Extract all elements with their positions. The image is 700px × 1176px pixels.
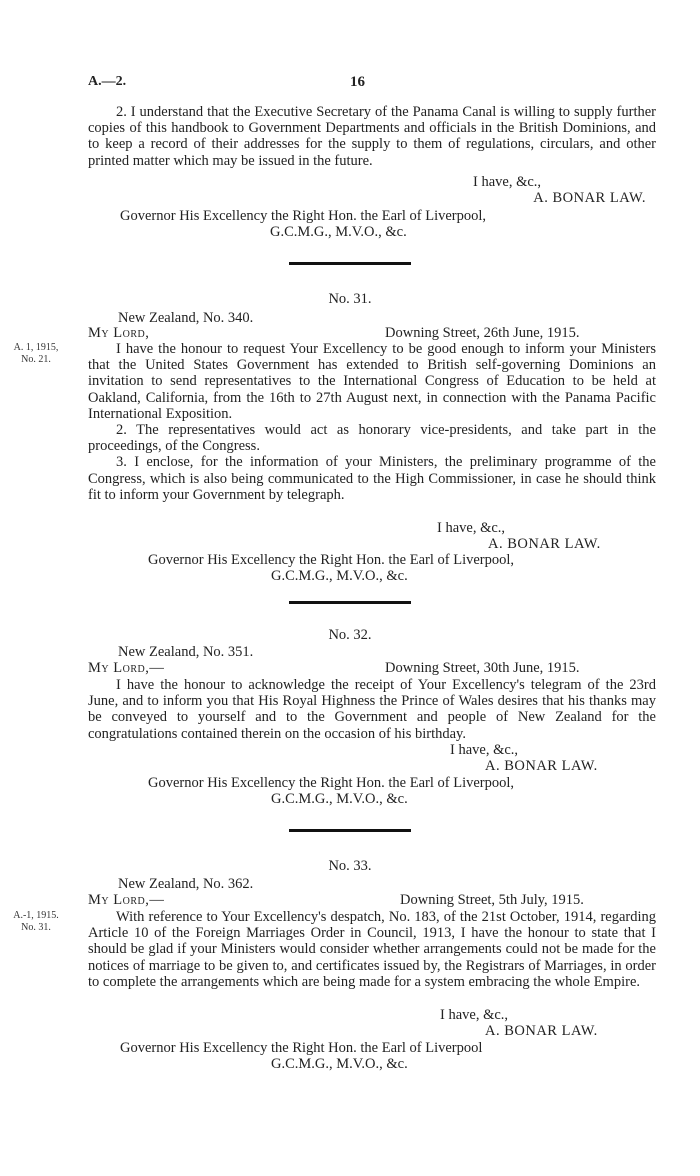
signature: A. BONAR LAW.: [533, 190, 646, 206]
dispatch-reference: New Zealand, No. 340.: [118, 310, 254, 326]
page-number: 16: [350, 74, 365, 90]
place-date: Downing Street, 26th June, 1915.: [385, 325, 580, 341]
margin-note: [6, 342, 66, 366]
paragraph: 3. I enclose, for the information of your Ministers, the preliminary programme of the Congress, which is also being communicated to the High Commissioner, in case he should think fit to inform your Government by telegraph.: [88, 454, 656, 503]
addressee-line1: Governor His Excellency the Right Hon. the Earl of Liverpool: [120, 1040, 483, 1056]
section-divider: [289, 601, 411, 604]
paragraph: 2. I understand that the Executive Secretary of the Panama Canal is willing to supply further copies of this handbook to Government Departments and officials in the British Dominions, and to keep a record of their addresses for the supply to them of regulations, circulars, and other printed matter which may be issued in the future.: [88, 104, 656, 169]
signature: A. BONAR LAW.: [488, 536, 601, 552]
page-reference: A.—2.: [88, 74, 127, 89]
addressee-line2: G.C.M.G., M.V.O., &c.: [271, 791, 408, 807]
salutation: My Lord,: [88, 325, 150, 341]
margin-note-line: A. 1, 1915,: [13, 342, 59, 353]
addressee-line2: G.C.M.G., M.V.O., &c.: [270, 224, 407, 240]
margin-note-line: No. 21.: [21, 354, 51, 365]
addressee-line2: G.C.M.G., M.V.O., &c.: [271, 568, 408, 584]
addressee-line1: Governor His Excellency the Right Hon. the Earl of Liverpool,: [120, 208, 487, 224]
addressee-line1: Governor His Excellency the Right Hon. the Earl of Liverpool,: [148, 552, 515, 568]
prev-dispatch-section: [88, 104, 656, 169]
closing: I have, &c.,: [440, 1007, 509, 1023]
dispatch-number: No. 33.: [328, 858, 372, 874]
closing: I have, &c.,: [437, 520, 506, 536]
paragraph: With reference to Your Excellency's despatch, No. 183, of the 21st October, 1914, regarding Article 10 of the Foreign Marriages Order in Council, 1913, I have the honour to state that I should be glad if your Ministers would consider whether arrangements could not be made for the notices of marriage to be given to, and certificates issued by, the Registrars of Marriages, in order to complete the arrangements which are being made for a system embracing the whole Empire.: [88, 909, 656, 990]
closing: I have, &c.,: [473, 174, 542, 190]
paragraph: I have the honour to acknowledge the receipt of Your Excellency's telegram of the 23rd June, and to inform you that His Royal Highness the Prince of Wales desires that his thanks may be conveyed to yourself and to the Government and people of New Zealand for the congratulations contained therein on the occasion of his birthday.: [88, 677, 656, 742]
dispatch-reference: New Zealand, No. 362.: [118, 876, 254, 892]
paragraph: 2. The representatives would act as honorary vice-presidents, and take part in the proceedings, of the Congress.: [88, 422, 656, 455]
salutation: My Lord,—: [88, 892, 165, 908]
dispatch-body: [88, 677, 656, 742]
addressee-line1: Governor His Excellency the Right Hon. the Earl of Liverpool,: [148, 775, 515, 791]
section-divider: [289, 829, 411, 832]
dispatch-body: [88, 341, 656, 503]
paragraph: I have the honour to request Your Excellency to be good enough to inform your Ministers that the United States Government has extended to British self-governing Dominions an invitation to send representatives to the International Congress of Education to be held at Oakland, California, from the 16th to 27th August next, in connection with the Panama Pacific International Exposition.: [88, 341, 656, 422]
closing: I have, &c.,: [450, 742, 519, 758]
dispatch-number: No. 31.: [328, 291, 372, 307]
place-date: Downing Street, 5th July, 1915.: [400, 892, 584, 908]
dispatch-body: [88, 909, 656, 990]
signature: A. BONAR LAW.: [485, 758, 598, 774]
margin-note: [6, 910, 66, 934]
salutation: My Lord,—: [88, 660, 165, 676]
place-date: Downing Street, 30th June, 1915.: [385, 660, 580, 676]
signature: A. BONAR LAW.: [485, 1023, 598, 1039]
dispatch-number: No. 32.: [328, 627, 372, 643]
dispatch-reference: New Zealand, No. 351.: [118, 644, 254, 660]
margin-note-line: No. 31.: [21, 922, 51, 933]
margin-note-line: A.-1, 1915.: [13, 910, 59, 921]
section-divider: [289, 262, 411, 265]
addressee-line2: G.C.M.G., M.V.O., &c.: [271, 1056, 408, 1072]
